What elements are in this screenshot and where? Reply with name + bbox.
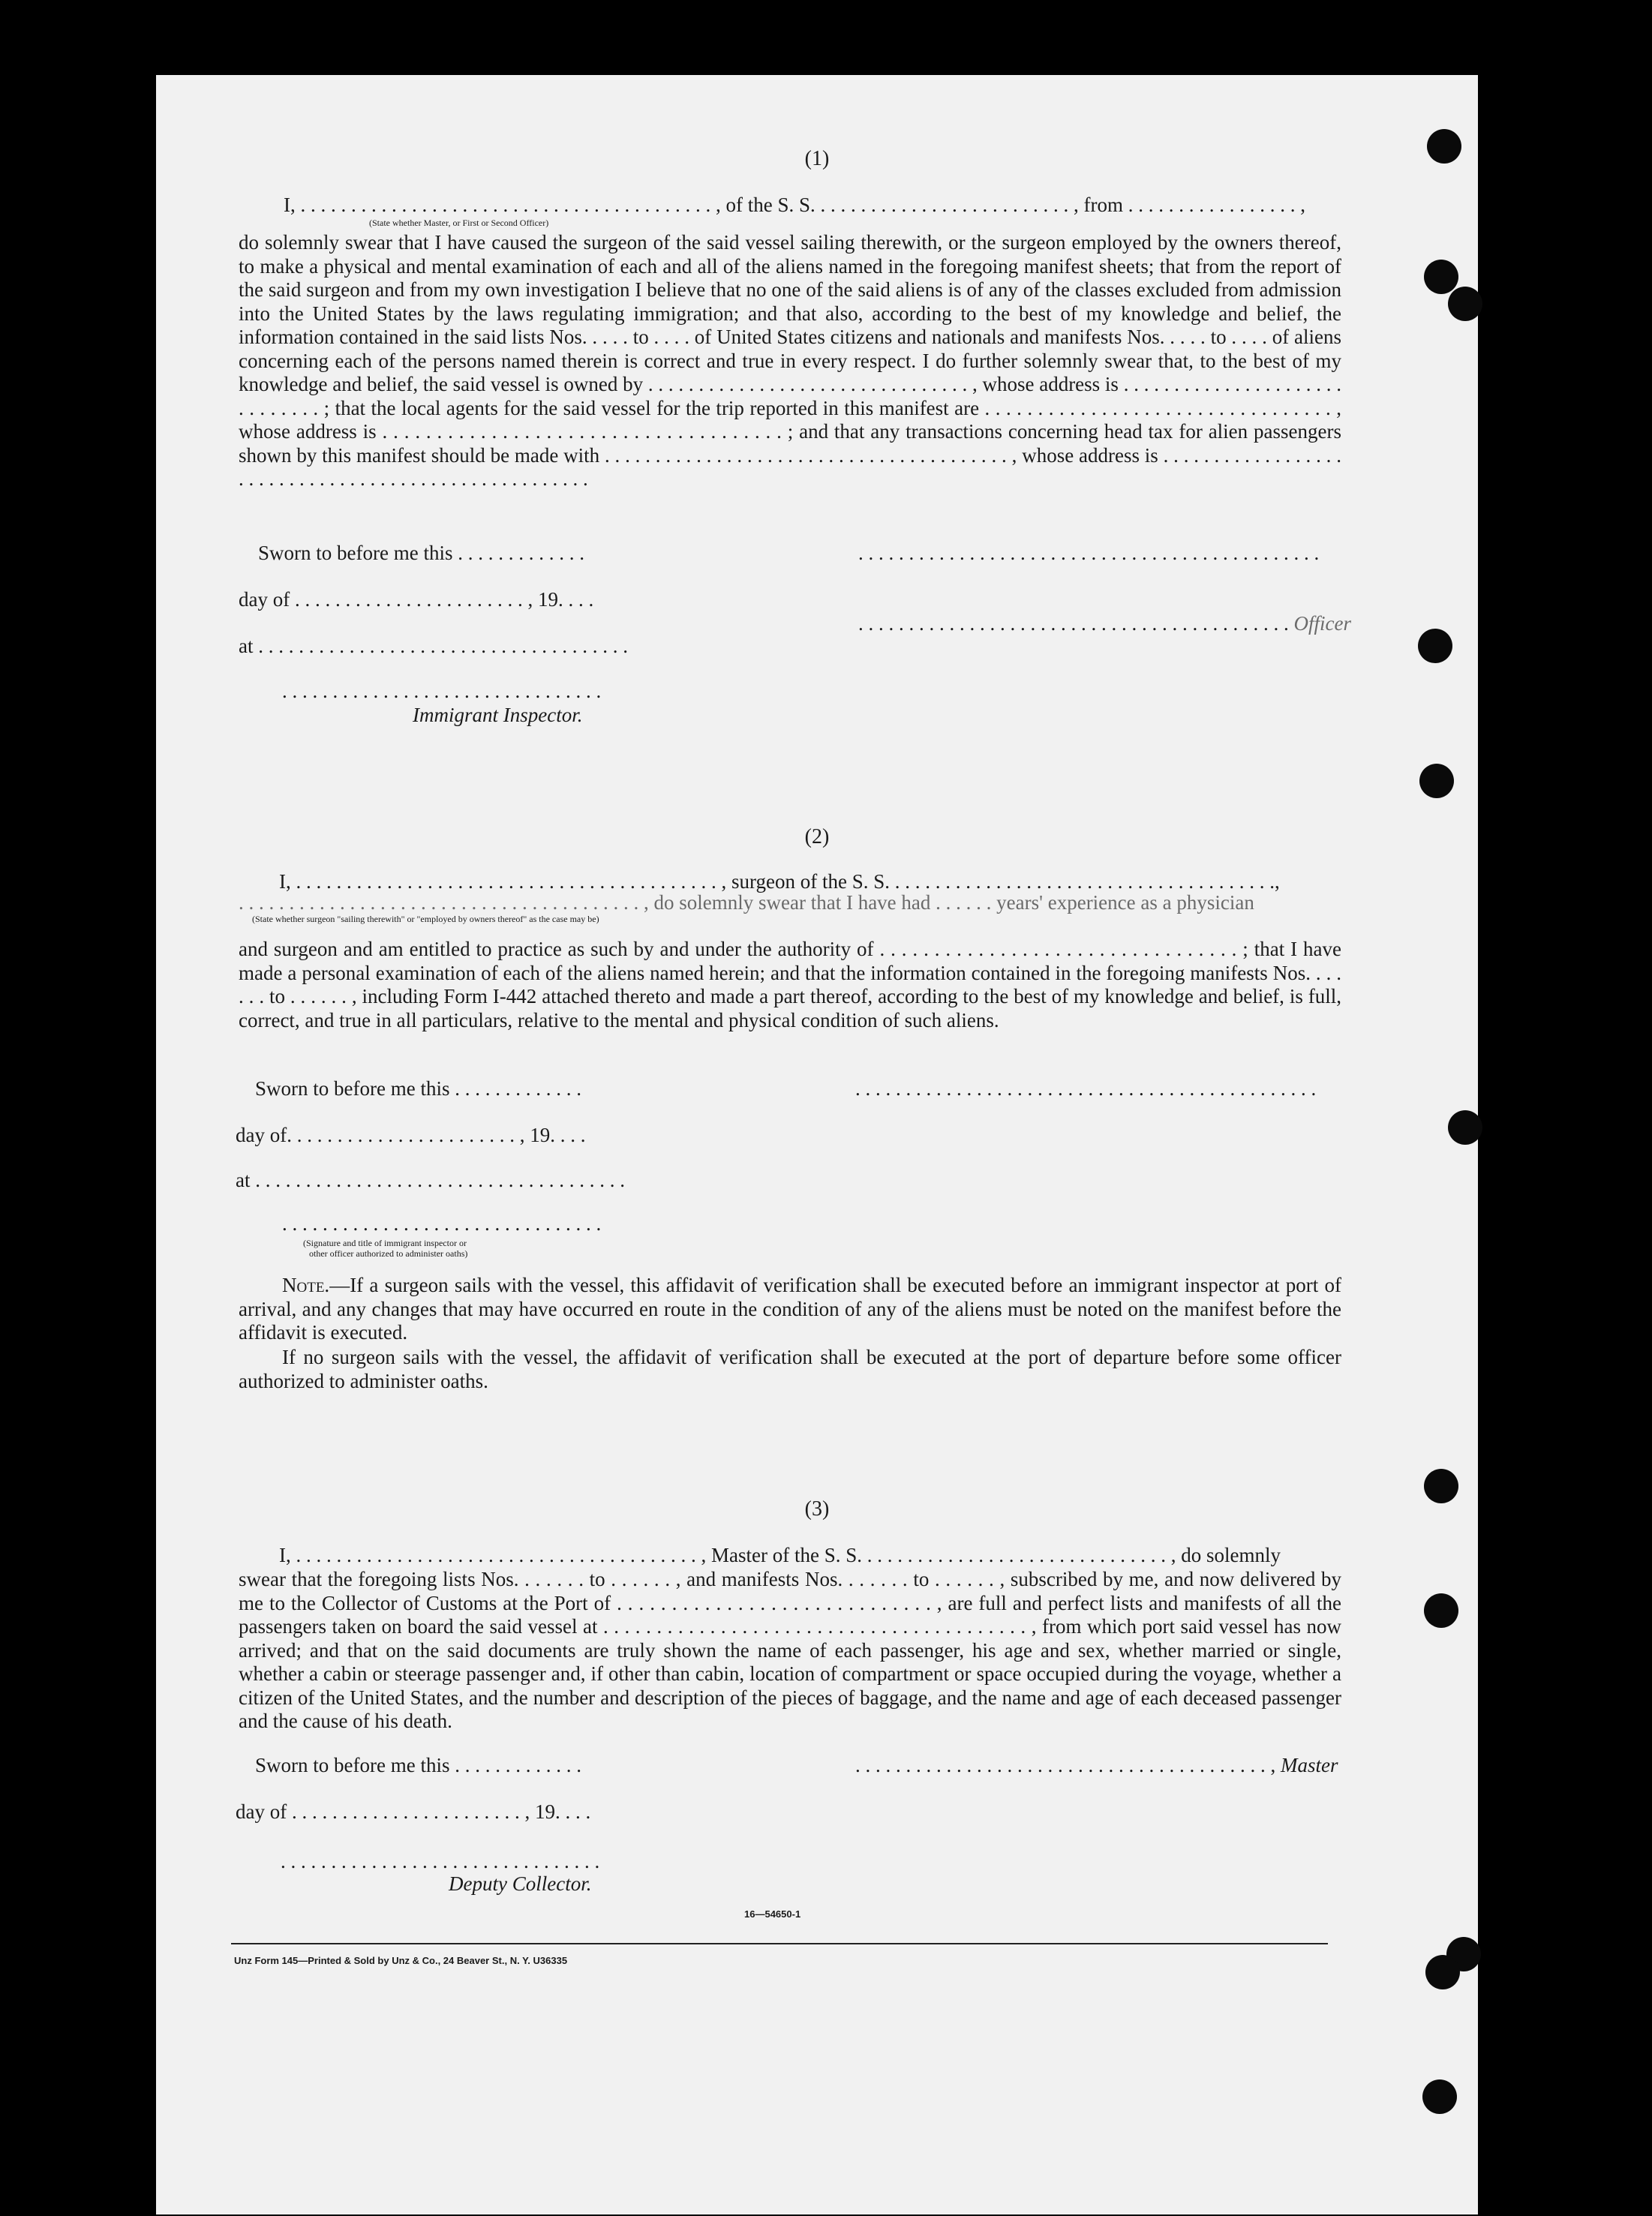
- section-heading: (2): [804, 825, 830, 848]
- punch-hole: [1419, 764, 1454, 798]
- master-oath-body: swear that the foregoing lists Nos. . . . . . . to . . . . . . , and manifests Nos. . . . . . . to . . . . . . , subscribed by me, and now delivered by me to the Collector of Customs at the Port of . . . . . . . . . . . . . . . . . . . . . . . . . . . . . , are full and perfect lists and manifests of all the passengers taken on board the said vessel at . . . . . . . . . . . . . . . . . . . . . . . . . . . . . . . . . . . . . . . . , from which port said vessel has now arrived; and that on the said documents are truly shown the name of each passenger, his age and sex, whether married or single, whether a cabin or steerage passenger and, if other than cabin, location of compartment or space occupied during the voyage, whether a citizen of the United States, and the number and description of the pieces of baggage, and the name and age of each deceased passenger and the cause of his death.: [239, 1568, 1341, 1732]
- note-label: Note.: [282, 1274, 330, 1296]
- officer-oath-line: I, . . . . . . . . . . . . . . . . . . . . . . . . . . . . . . . . . . . . . . . . . , of the S. S. . . . . . . . . . . . . . . . . . . . . . . . . . , from . . . . . . . . . . . . . . . . . ,: [284, 194, 1305, 216]
- note-text-1: —If a surgeon sails with the vessel, this affidavit of verification shall be executed before an immigrant inspector at port of arrival, and any changes that may have occurred en route in the condition of any of the aliens must be noted on the manifest before the affidavit is executed.: [239, 1274, 1341, 1344]
- surgeon-oath-line: I, . . . . . . . . . . . . . . . . . . . . . . . . . . . . . . . . . . . . . . . . . . , surgeon of the S. S. . . . . . . . . . . . . . . . . . . . . . . . . . . . . . . . . . . . . . .,: [279, 870, 1280, 893]
- form-code: 16—54650-1: [744, 1908, 801, 1920]
- punch-hole: [1425, 1955, 1460, 1989]
- officer-oath-body: do solemnly swear that I have caused the surgeon of the said vessel sailing therewith, or the surgeon employed by the owners thereof, to make a physical and mental examination of each and all of the aliens named in the foregoing manifest sheets; that from the report of the said surgeon and from my own investigation I believe that no one of the said aliens is of any of the classes excluded from admission into the United States by the laws regulating immigration; and that also, according to the best of my knowledge and belief, the information contained in the said lists Nos. . . . . to . . . . of United States citizens and nationals and manifests Nos. . . . . to . . . . of aliens concerning each of the persons named therein is correct and true in every respect. I do further solemnly swear that, to the best of my knowledge and belief, the said vessel is owned by . . . . . . . . . . . . . . . . . . . . . . . . . . . . . . . . , whose address is . . . . . . . . . . . . . . . . . . . . . . . . . . . . . . ; that the local agents for the said vessel for the trip reported in this manifest are . . . . . . . . . . . . . . . . . . . . . . . . . . . . . . . . . , whose address is . . . . . . . . . . . . . . . . . . . . . . . . . . . . . . . . . . . . . ; and that any transactions concerning head tax for alien passengers shown by this manifest should be made with . . . . . . . . . . . . . . . . . . . . . . . . . . . . . . . . . . . . . . . . , whose address is . . . . . . . . . . . . . . . . . . . . . . . . . . . . . . . . . . . . . . . . . . . . . . . . . . . . .: [239, 231, 1341, 490]
- inspector-signature-dots: . . . . . . . . . . . . . . . . . . . . . . . . . . . . . . . .: [282, 680, 602, 702]
- note-paragraph-1: [239, 1274, 1341, 1345]
- inspector-label: Immigrant Inspector.: [413, 704, 583, 726]
- officer-signature-dots: . . . . . . . . . . . . . . . . . . . . . . . . . . . . . . . . . . . . . . . . . . . . . .: [858, 542, 1320, 564]
- punch-hole: [1418, 629, 1452, 663]
- printer-credit: Unz Form 145—Printed & Sold by Unz & Co., 24 Beaver St., N. Y. U36335: [234, 1955, 568, 1966]
- sworn-line: Sworn to before me this . . . . . . . . . . . . .: [255, 1754, 581, 1776]
- note-paragraph-2: If no surgeon sails with the vessel, the affidavit of verification shall be executed at the port of departure before some officer authorized to administer oaths.: [239, 1346, 1341, 1392]
- day-line: day of. . . . . . . . . . . . . . . . . . . . . . . , 19. . . .: [236, 1124, 586, 1146]
- surgeon-oath-body: and surgeon and am entitled to practice as such by and under the authority of . . . . . . . . . . . . . . . . . . . . . . . . . . . . . . . . . ; that I have made a personal examination of each of the aliens named herein; and that the information contained in the foregoing manifests Nos. . . . . . . to . . . . . . , including Form I-442 attached thereto and made a part thereof, according to the best of my knowledge and belief, is full, correct, and true in all particulars, relative to the mental and physical condition of such aliens.: [239, 938, 1341, 1031]
- punch-hole: [1448, 1110, 1482, 1145]
- deputy-signature-dots: . . . . . . . . . . . . . . . . . . . . . . . . . . . . . . . .: [281, 1850, 600, 1872]
- officer-label: Officer: [1293, 612, 1351, 635]
- master-oath-line: I, . . . . . . . . . . . . . . . . . . . . . . . . . . . . . . . . . . . . . . . . , Master of the S. S. . . . . . . . . . . . . . . . . . . . . . . . . . . . . . . , do solemnly: [279, 1544, 1281, 1566]
- deputy-label: Deputy Collector.: [449, 1872, 592, 1895]
- at-line: at . . . . . . . . . . . . . . . . . . . . . . . . . . . . . . . . . . . . .: [236, 1169, 625, 1191]
- manifest-verification-sheet: [156, 75, 1478, 2214]
- inspector-note-1: (Signature and title of immigrant inspector or: [303, 1238, 467, 1248]
- inspector-note-2: other officer authorized to administer oaths): [309, 1248, 468, 1259]
- inspector-signature-dots: . . . . . . . . . . . . . . . . . . . . . . . . . . . . . . . .: [282, 1212, 602, 1235]
- master-signature-line: [855, 1754, 1338, 1777]
- at-line: at . . . . . . . . . . . . . . . . . . . . . . . . . . . . . . . . . . . . .: [239, 635, 628, 657]
- punch-hole: [1424, 260, 1458, 294]
- surgeon-status-note: (State whether surgeon "sailing therewith" or "employed by owners thereof" as the case may be): [252, 914, 599, 924]
- officer-rank-note: (State whether Master, or First or Second Officer): [369, 218, 549, 228]
- punch-hole: [1424, 1593, 1458, 1628]
- surgeon-experience-line: . . . . . . . . . . . . . . . . . . . . . . . . . . . . . . . . . . . . . . . . , do solemnly swear that I have had . . . . . . years' experience as a physician: [239, 891, 1254, 914]
- officer-dots: . . . . . . . . . . . . . . . . . . . . . . . . . . . . . . . . . . . . . . . . . . .: [858, 612, 1289, 635]
- punch-hole: [1448, 287, 1482, 321]
- section-heading: (1): [804, 147, 830, 170]
- footer-rule: [231, 1943, 1328, 1944]
- master-dots: . . . . . . . . . . . . . . . . . . . . . . . . . . . . . . . . . . . . . . . . . ,: [855, 1754, 1276, 1776]
- sworn-line: Sworn to before me this . . . . . . . . . . . . .: [255, 1077, 581, 1100]
- master-label: Master: [1281, 1754, 1338, 1776]
- day-line: day of . . . . . . . . . . . . . . . . . . . . . . . , 19. . . .: [236, 1800, 591, 1823]
- section-heading: (3): [804, 1497, 830, 1521]
- day-line: day of . . . . . . . . . . . . . . . . . . . . . . . , 19. . . .: [239, 588, 594, 611]
- officer-title-dots: [858, 612, 1351, 635]
- surgeon-signature-dots: . . . . . . . . . . . . . . . . . . . . . . . . . . . . . . . . . . . . . . . . . . . . . .: [855, 1077, 1317, 1100]
- sworn-line: Sworn to before me this . . . . . . . . . . . . .: [258, 542, 584, 564]
- punch-hole: [1422, 2079, 1457, 2114]
